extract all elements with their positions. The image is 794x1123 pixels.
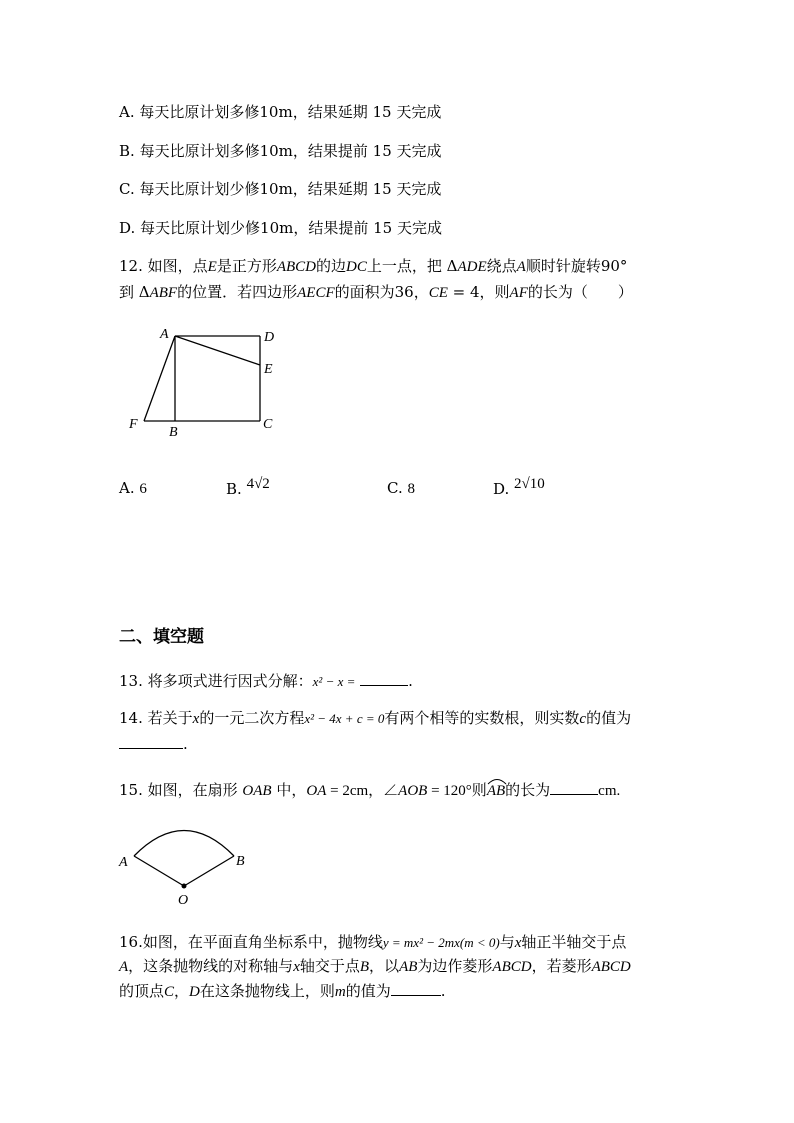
math: OAB: [242, 783, 272, 799]
math: x² − 4x + c = 0: [304, 711, 385, 726]
q11-option-b: [119, 140, 442, 161]
label-b: B: [236, 854, 245, 869]
q11-option-d: [119, 217, 442, 238]
text: 顺时针旋转90°: [525, 257, 628, 275]
text: 绕点: [486, 257, 517, 275]
section-title: 二、填空题: [119, 627, 204, 647]
option-letter: C.: [387, 479, 403, 497]
label-b: B: [169, 425, 178, 440]
option-letter: A.: [119, 479, 135, 497]
text: .: [183, 735, 188, 753]
question-number: 14.: [119, 709, 143, 727]
text: ，以: [369, 957, 400, 975]
text: 为边作菱形: [417, 957, 493, 975]
math: x: [293, 959, 300, 975]
option-value: 6: [139, 481, 147, 497]
math: AECF: [297, 285, 335, 301]
label-e: E: [264, 362, 273, 377]
math: x: [192, 711, 200, 727]
q16-line2: [119, 955, 631, 976]
option-value: 8: [407, 481, 415, 497]
math: AF: [509, 285, 528, 301]
math: AOB: [398, 783, 428, 799]
text: 的值为: [345, 982, 391, 1000]
q11-option-a: [119, 101, 441, 122]
math: DC: [346, 259, 367, 275]
math: B: [359, 959, 370, 975]
text: 的值为: [586, 709, 632, 727]
q15-sector-figure: [115, 815, 265, 910]
math: ADE: [457, 259, 487, 275]
text: 如图，在扇形: [147, 781, 243, 799]
math: AB: [486, 783, 506, 799]
answer-blank[interactable]: [550, 779, 598, 795]
math: ABCD: [276, 259, 317, 275]
text: 的面积为36，: [334, 283, 429, 301]
arc-ab: [487, 783, 505, 799]
text: 如图，点: [147, 257, 208, 275]
q14-line1: [119, 707, 631, 728]
text: ，: [174, 982, 190, 1000]
text: 有两个相等的实数根，则实数: [384, 709, 580, 727]
q12-line2: [119, 281, 633, 302]
label-d: D: [264, 330, 275, 345]
option-letter: B.: [119, 142, 135, 160]
math: D: [189, 984, 200, 1000]
math: AB: [399, 959, 418, 975]
option-letter: D.: [493, 480, 510, 498]
label-f: F: [129, 417, 138, 432]
arc-symbol: [487, 777, 507, 785]
text: 的长为: [505, 781, 551, 799]
question-number: 12.: [119, 257, 143, 275]
text: = 2cm，∠: [326, 783, 399, 799]
q12-option-a: [119, 479, 147, 498]
text: 轴交于点: [299, 957, 360, 975]
text: .: [440, 982, 446, 1000]
option-letter: B.: [226, 480, 242, 498]
option-text: 每天比原计划多修10m，结果延期 15 天完成: [139, 103, 442, 121]
answer-blank[interactable]: [391, 980, 441, 996]
math: ABCD: [591, 959, 631, 975]
text: 将多项式进行因式分解：: [147, 672, 313, 690]
text: 若关于: [147, 709, 193, 727]
option-text: 每天比原计划少修10m，结果提前 15 天完成: [140, 219, 442, 237]
math: m: [334, 984, 346, 1000]
option-text: 每天比原计划多修10m，结果提前 15 天完成: [139, 142, 442, 160]
q12-option-c: [387, 479, 415, 498]
text: 的边: [316, 257, 347, 275]
math: y = mx² − 2mx(m < 0): [382, 935, 500, 950]
question-number: 15.: [119, 781, 143, 799]
math: x² − x =: [312, 674, 356, 689]
text: ，这条抛物线的对称轴与: [128, 957, 294, 975]
text: 中，: [271, 781, 307, 799]
text: 是正方形: [216, 257, 277, 275]
label-a: A: [119, 855, 128, 870]
math: x: [514, 935, 522, 951]
label-a: A: [160, 327, 169, 342]
q12-option-b: [226, 476, 270, 499]
label-o: O: [178, 893, 189, 908]
answer-blank[interactable]: [360, 670, 408, 686]
text: ，若菱形: [531, 957, 592, 975]
q16-line1: [119, 931, 626, 952]
label-c: C: [263, 417, 273, 432]
q11-option-c: [119, 178, 441, 199]
text: = 120°则: [427, 783, 487, 799]
q12-option-d: [493, 476, 545, 499]
math: c: [579, 711, 587, 727]
q16-line3: [119, 980, 446, 1001]
text: 到 Δ: [119, 283, 150, 301]
text: 在这条抛物线上，则: [199, 982, 335, 1000]
math: A: [516, 259, 526, 275]
math: E: [207, 259, 217, 275]
text: 的一元二次方程: [199, 709, 305, 727]
text: 如图，在平面直角坐标系中，抛物线: [142, 933, 383, 951]
text: 轴正半轴交于点: [521, 933, 627, 951]
text: 与: [499, 933, 515, 951]
math: OA: [306, 783, 327, 799]
q15: [119, 779, 620, 800]
question-number: 13.: [119, 672, 143, 690]
option-text: 每天比原计划少修10m，结果延期 15 天完成: [139, 180, 442, 198]
text: 的顶点: [119, 982, 165, 1000]
text: 的长为（ ）: [527, 283, 633, 301]
q14-line2: [119, 733, 188, 753]
option-letter: C.: [119, 180, 135, 198]
option-letter: A.: [119, 103, 135, 121]
text: 的位置．若四边形: [177, 283, 298, 301]
q12-line1: [119, 255, 627, 276]
option-letter: D.: [119, 219, 136, 237]
math: ABCD: [492, 959, 532, 975]
text: cm.: [598, 783, 621, 799]
answer-blank[interactable]: [119, 733, 183, 749]
q12-square-figure: [120, 322, 290, 442]
math: ABF: [149, 285, 178, 301]
q13: 13. 将多项式进行因式分解：x² − x = .: [119, 672, 413, 690]
question-number: 16.: [119, 933, 143, 951]
math: C: [164, 984, 175, 1000]
option-value: 2√10: [514, 476, 545, 492]
text: = 4，则: [447, 283, 510, 301]
math: A: [119, 959, 129, 975]
math: CE: [428, 285, 448, 301]
option-value: 4√2: [246, 476, 270, 492]
text: 上一点，把 Δ: [366, 257, 458, 275]
